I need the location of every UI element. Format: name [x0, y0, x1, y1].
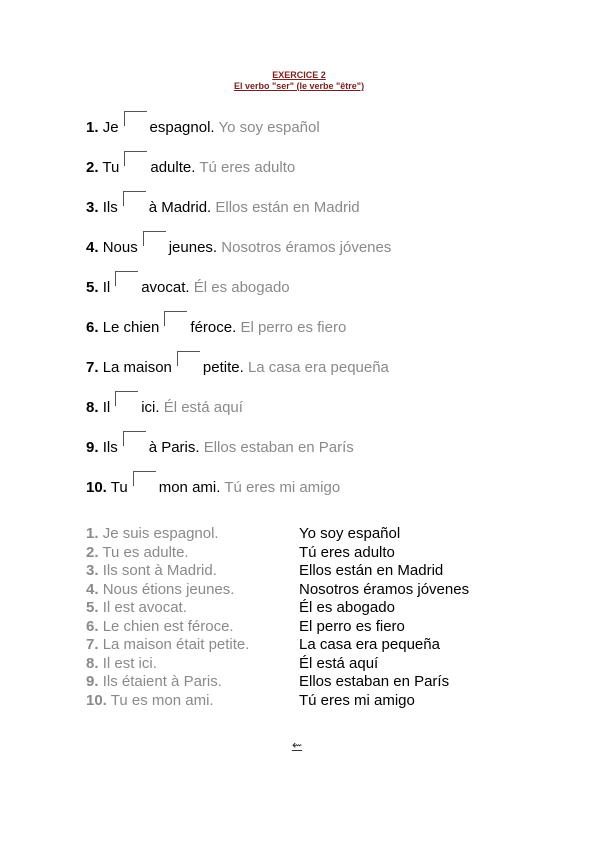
exercise-subject: Ils [102, 439, 118, 456]
exercise-translation: Nosotros éramos jóvenes [221, 239, 392, 256]
exercise-line [86, 111, 320, 137]
exercise-complement: mon ami. [158, 479, 221, 496]
answer-row [86, 525, 400, 543]
exercise-translation: Él está aquí [163, 399, 243, 416]
answer-input-box[interactable] [124, 111, 147, 126]
answer-input-box[interactable] [123, 431, 146, 446]
answer-input-box[interactable] [123, 191, 146, 206]
exercise-subject: Tu [102, 159, 120, 176]
answer-french-text: Je suis espagnol. [102, 525, 219, 542]
exercise-subject: Il [102, 279, 111, 296]
answer-french [86, 544, 299, 562]
exercise-subject: Il [102, 399, 111, 416]
answer-input-box[interactable] [115, 271, 138, 286]
answer-row [86, 562, 443, 580]
exercise-complement: espagnol. [149, 119, 215, 136]
exercise-header [0, 70, 598, 92]
answer-input-box[interactable] [143, 231, 166, 246]
exercise-number: 3. [86, 199, 99, 216]
answer-number: 8. [86, 654, 99, 672]
exercise-number: 2. [86, 159, 99, 176]
answer-input-box[interactable] [115, 391, 138, 406]
answer-number: 9. [86, 673, 99, 690]
exercise-line [86, 471, 340, 497]
answer-french-text: Le chien est féroce. [102, 617, 234, 635]
answer-french [86, 692, 299, 710]
exercise-line [86, 191, 360, 217]
answer-french-text: Il est ici. [102, 654, 157, 672]
exercise-complement: à Madrid. [148, 199, 212, 216]
exercise-subject: Ils [102, 199, 118, 216]
answer-french-text: Ils étaient à Paris. [102, 673, 222, 690]
answer-row [86, 599, 395, 617]
exercise-translation: Tú eres adulto [199, 159, 296, 176]
back-arrow-link[interactable]: ⇜ [292, 738, 303, 752]
answer-number: 3. [86, 562, 99, 579]
exercise-line [86, 151, 295, 177]
answer-french [86, 673, 299, 691]
answer-number: 10. [86, 691, 107, 709]
answer-input-box[interactable] [133, 471, 156, 486]
answer-spanish: El perro es fiero [299, 617, 405, 635]
answer-french [86, 636, 299, 654]
answer-french-text: Tu es adulte. [102, 543, 189, 561]
exercise-line [86, 391, 243, 417]
answer-number: 5. [86, 599, 99, 616]
exercise-translation: El perro es fiero [240, 319, 347, 336]
exercise-line [86, 231, 391, 257]
answer-row [86, 655, 378, 673]
answer-french-text: La maison était petite. [102, 636, 250, 653]
exercise-title: EXERCICE 2 [272, 70, 326, 80]
exercise-translation: La casa era pequeña [247, 359, 389, 376]
answer-number: 1. [86, 525, 99, 542]
exercise-translation: Ellos estaban en París [203, 439, 354, 456]
answer-number: 6. [86, 617, 99, 635]
exercise-number: 10. [86, 479, 107, 496]
answer-spanish: Ellos están en Madrid [299, 562, 444, 579]
answer-french [86, 655, 299, 673]
exercise-line [86, 271, 290, 297]
answer-spanish: Tú eres adulto [299, 543, 395, 561]
exercise-line [86, 431, 354, 457]
answer-input-box[interactable] [164, 311, 187, 326]
exercise-number: 6. [86, 319, 99, 336]
answer-spanish: Yo soy español [299, 525, 401, 542]
answer-french-text: Tu es mon ami. [110, 691, 214, 709]
answer-spanish: Él está aquí [299, 654, 379, 672]
exercise-number: 7. [86, 359, 99, 376]
answer-spanish: Tú eres mi amigo [299, 691, 415, 709]
answer-french-text: Ils sont à Madrid. [102, 562, 217, 579]
exercise-complement: adulte. [150, 159, 196, 176]
exercise-translation: Él es abogado [193, 279, 290, 296]
answer-row [86, 618, 405, 636]
answer-input-box[interactable] [124, 151, 147, 166]
exercise-complement: féroce. [190, 319, 237, 336]
exercise-subject: Tu [110, 479, 128, 496]
answer-number: 2. [86, 543, 99, 561]
answer-french [86, 581, 299, 599]
answer-input-box[interactable] [177, 351, 200, 366]
answer-french-text: Il est avocat. [102, 599, 187, 616]
exercise-translation: Ellos están en Madrid [215, 199, 360, 216]
exercise-number: 5. [86, 279, 99, 296]
exercise-translation: Yo soy español [218, 119, 320, 136]
exercise-complement: avocat. [141, 279, 190, 296]
answer-french-text: Nous étions jeunes. [102, 580, 235, 598]
exercise-number: 1. [86, 119, 99, 136]
exercise-line [86, 311, 346, 337]
exercise-subtitle: El verbo "ser" (le verbe "être") [233, 81, 365, 91]
answer-number: 7. [86, 636, 99, 653]
exercise-complement: petite. [202, 359, 244, 376]
answer-french [86, 599, 299, 617]
answer-spanish: Él es abogado [299, 599, 395, 616]
answer-row [86, 673, 449, 691]
answer-spanish: Ellos estaban en París [299, 673, 450, 690]
answer-french [86, 525, 299, 543]
exercise-subject: Nous [102, 239, 138, 256]
exercise-translation: Tú eres mi amigo [224, 479, 341, 496]
exercise-complement: ici. [141, 399, 160, 416]
answer-row [86, 692, 415, 710]
answer-number: 4. [86, 580, 99, 598]
exercise-subject: Le chien [102, 319, 160, 336]
exercise-number: 4. [86, 239, 99, 256]
answer-spanish: Nosotros éramos jóvenes [299, 580, 470, 598]
exercise-complement: à Paris. [148, 439, 200, 456]
answer-spanish: La casa era pequeña [299, 636, 440, 653]
answer-row [86, 636, 440, 654]
exercise-line [86, 351, 389, 377]
answer-french [86, 618, 299, 636]
answer-row [86, 581, 469, 599]
answer-row [86, 544, 395, 562]
exercise-number: 9. [86, 439, 99, 456]
exercise-number: 8. [86, 399, 99, 416]
exercise-complement: jeunes. [168, 239, 218, 256]
exercise-subject: Je [102, 119, 119, 136]
answer-french [86, 562, 299, 580]
exercise-subject: La maison [102, 359, 172, 376]
